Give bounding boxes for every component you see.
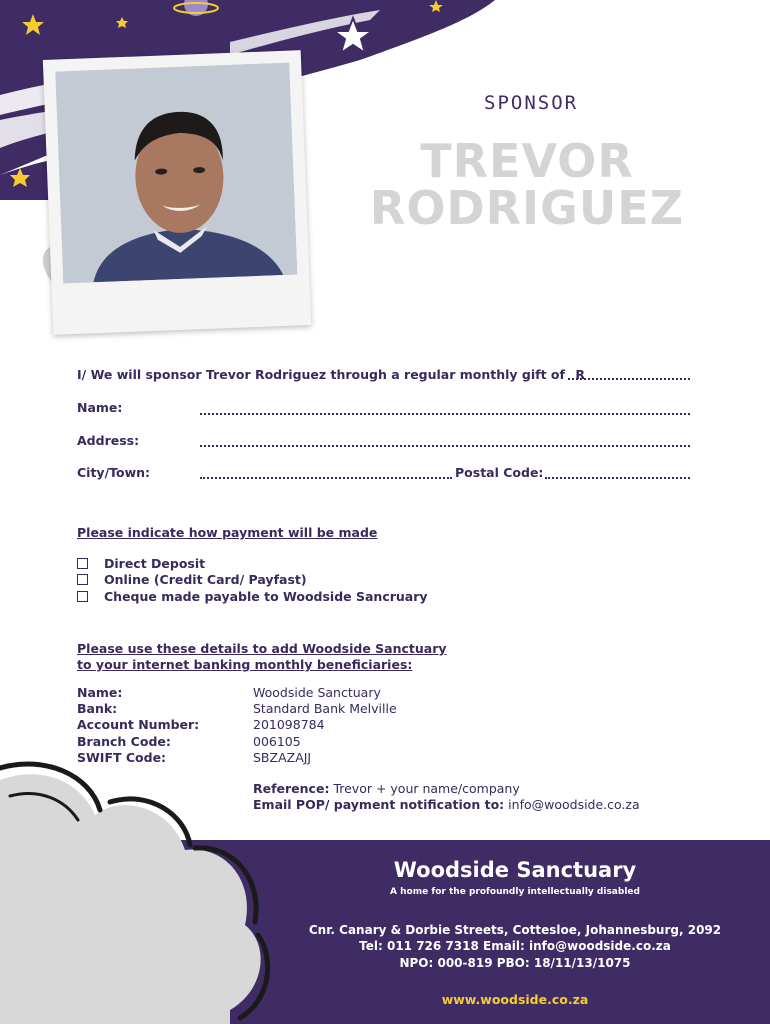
name-label: Name: [77, 400, 123, 415]
reference-label: Reference: [253, 781, 330, 796]
pop-email[interactable]: info@woodside.co.za [508, 797, 640, 812]
city-field[interactable] [200, 477, 452, 479]
sponsor-photo [55, 63, 297, 284]
city-label: City/Town: [77, 465, 151, 480]
option-label: Online (Credit Card/ Payfast) [104, 572, 307, 587]
bank-value-swift: SBZAZAJJ [253, 750, 312, 765]
cloud-decoration [0, 760, 280, 1024]
bank-key-bank: Bank: [77, 701, 118, 716]
pop-label: Email POP/ payment notification to: [253, 797, 505, 812]
postal-code-field[interactable] [545, 477, 690, 479]
org-address: Cnr. Canary & Dorbie Streets, Cottesloe, Johannesburg, 2092 [308, 923, 722, 937]
org-tagline: A home for the profoundly intellectually disabled [390, 887, 640, 897]
checkbox[interactable] [77, 574, 88, 585]
amount-field[interactable] [568, 378, 690, 380]
pledge-text: I/ We will sponsor Trevor Rodriguez through a regular monthly gift of [77, 367, 565, 382]
org-name: Woodside Sanctuary [393, 858, 637, 882]
pop-line [253, 797, 640, 812]
address-field[interactable] [200, 445, 690, 447]
sponsor-name-heading [362, 134, 692, 235]
option-label: Cheque made payable to Woodside Sancruary [104, 589, 428, 604]
payment-heading: Please indicate how payment will be made [77, 525, 378, 540]
address-label: Address: [77, 433, 140, 448]
org-registration: NPO: 000-819 PBO: 18/11/13/1075 [399, 956, 631, 970]
bank-key-name: Name: [77, 685, 123, 700]
website-link[interactable]: www.woodside.co.za [441, 992, 589, 1007]
bank-value-branch: 006105 [253, 734, 301, 749]
banking-heading-line2: to your internet banking monthly beneficiaries: [77, 657, 413, 672]
banking-heading-line1: Please use these details to add Woodside Sanctuary [77, 641, 447, 656]
org-contact: Tel: 011 726 7318 Email: info@woodside.co.za [359, 939, 671, 953]
banking-heading [77, 641, 447, 673]
photo-frame [43, 50, 311, 335]
checkbox[interactable] [77, 558, 88, 569]
reference-value: Trevor + your name/company [333, 781, 520, 796]
sponsor-label: SPONSOR [484, 92, 579, 114]
option-label: Direct Deposit [104, 556, 206, 571]
bank-key-swift: SWIFT Code: [77, 750, 167, 765]
bank-value-name: Woodside Sanctuary [253, 685, 381, 700]
bank-value-account: 201098784 [253, 717, 325, 732]
bank-value-bank: Standard Bank Melville [253, 701, 397, 716]
first-name: TREVOR [420, 134, 634, 188]
bank-key-account: Account Number: [77, 717, 200, 732]
bank-key-branch: Branch Code: [77, 734, 171, 749]
name-field[interactable] [200, 413, 690, 415]
reference-line [253, 781, 520, 796]
postal-code-label: Postal Code: [455, 465, 544, 480]
last-name: RODRIGUEZ [369, 181, 685, 235]
currency-prefix: R [575, 367, 585, 382]
pledge-statement [77, 367, 585, 382]
checkbox[interactable] [77, 591, 88, 602]
